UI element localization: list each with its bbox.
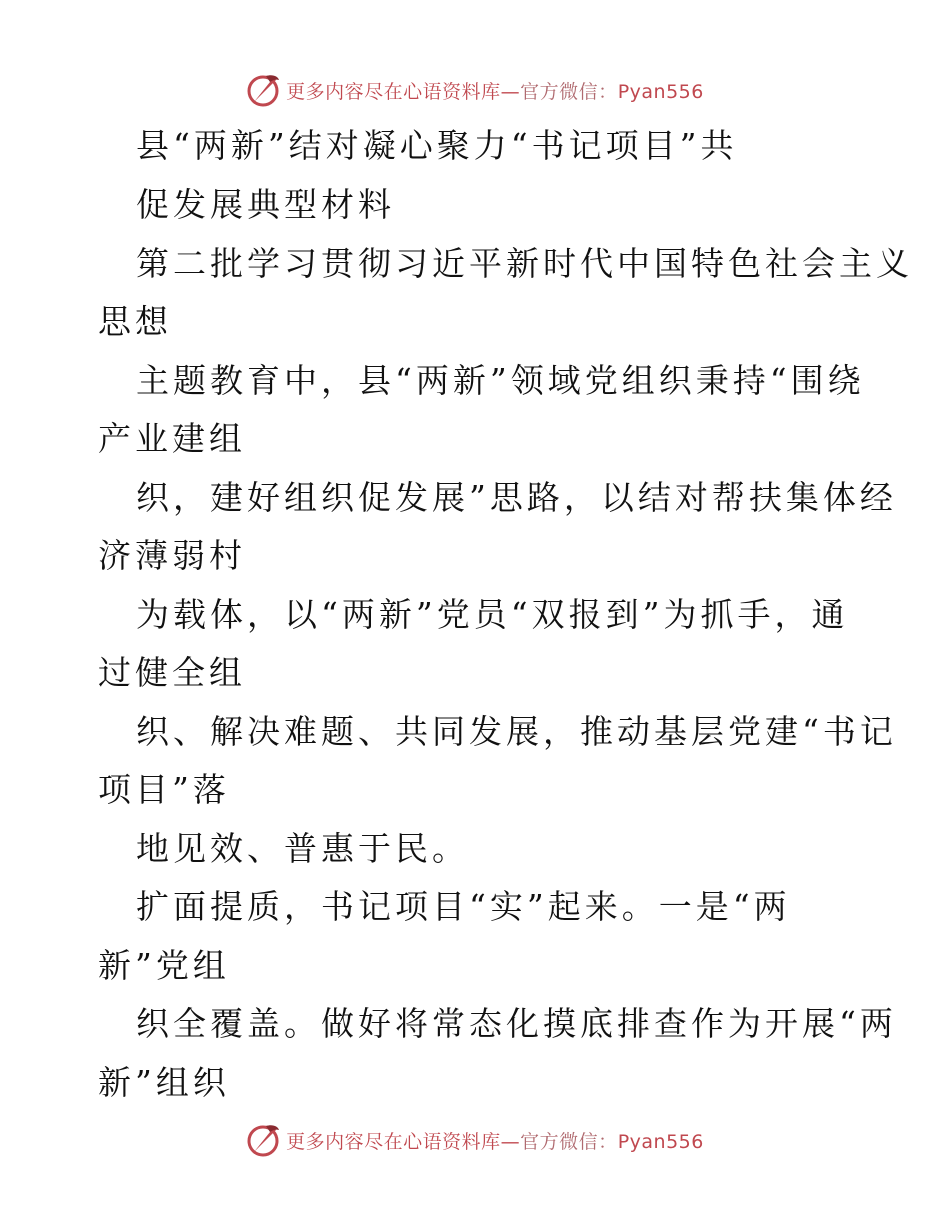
paragraph-line: 扩面提质，书记项目“实”起来。一是“两	[136, 887, 791, 926]
paragraph-line: 第二批学习贯彻习近平新时代中国特色社会主义	[136, 244, 913, 283]
banner-site-name: 更多内容尽在心语资料库	[286, 1130, 501, 1153]
paragraph-line: 织，建好组织促发展”思路，以结对帮扶集体经	[136, 478, 897, 517]
document-title-line-2: 促发展典型材料	[136, 185, 395, 224]
paragraph-line: 产业建组	[98, 419, 246, 458]
paragraph-line: 为载体，以“两新”党员“双报到”为抓手，通	[136, 595, 849, 634]
paragraph-line: 主题教育中，县“两新”领域党组织秉持“围绕	[136, 361, 865, 400]
banner-dash: —	[500, 80, 521, 103]
footer-banner	[0, 1120, 950, 1160]
banner-wechat-id: Pyan556	[617, 80, 704, 103]
paragraph-line: 济薄弱村	[98, 536, 246, 575]
document-title-line-1: 县“两新”结对凝心聚力“书记项目”共	[136, 126, 738, 165]
header-banner	[0, 70, 950, 110]
banner-site-name: 更多内容尽在心语资料库	[286, 80, 501, 103]
paragraph-line: 地见效、普惠于民。	[136, 829, 469, 868]
paragraph-line: 织、解决难题、共同发展，推动基层党建“书记	[136, 712, 897, 751]
banner-wechat-id: Pyan556	[617, 1130, 704, 1153]
paragraph-line: 新”党组	[98, 946, 230, 985]
banner-wechat-label: 官方微信：	[520, 80, 618, 103]
paragraph-line: 项目”落	[98, 770, 230, 809]
paragraph-line: 思想	[98, 302, 172, 341]
paragraph-line: 新”组织	[98, 1063, 230, 1102]
quill-pen-logo-icon	[246, 1122, 282, 1158]
banner-dash: —	[500, 1130, 521, 1153]
banner-wechat-label: 官方微信：	[520, 1130, 618, 1153]
paragraph-line: 织全覆盖。做好将常态化摸底排查作为开展“两	[136, 1004, 897, 1043]
quill-pen-logo-icon	[246, 72, 282, 108]
paragraph-line: 过健全组	[98, 653, 246, 692]
